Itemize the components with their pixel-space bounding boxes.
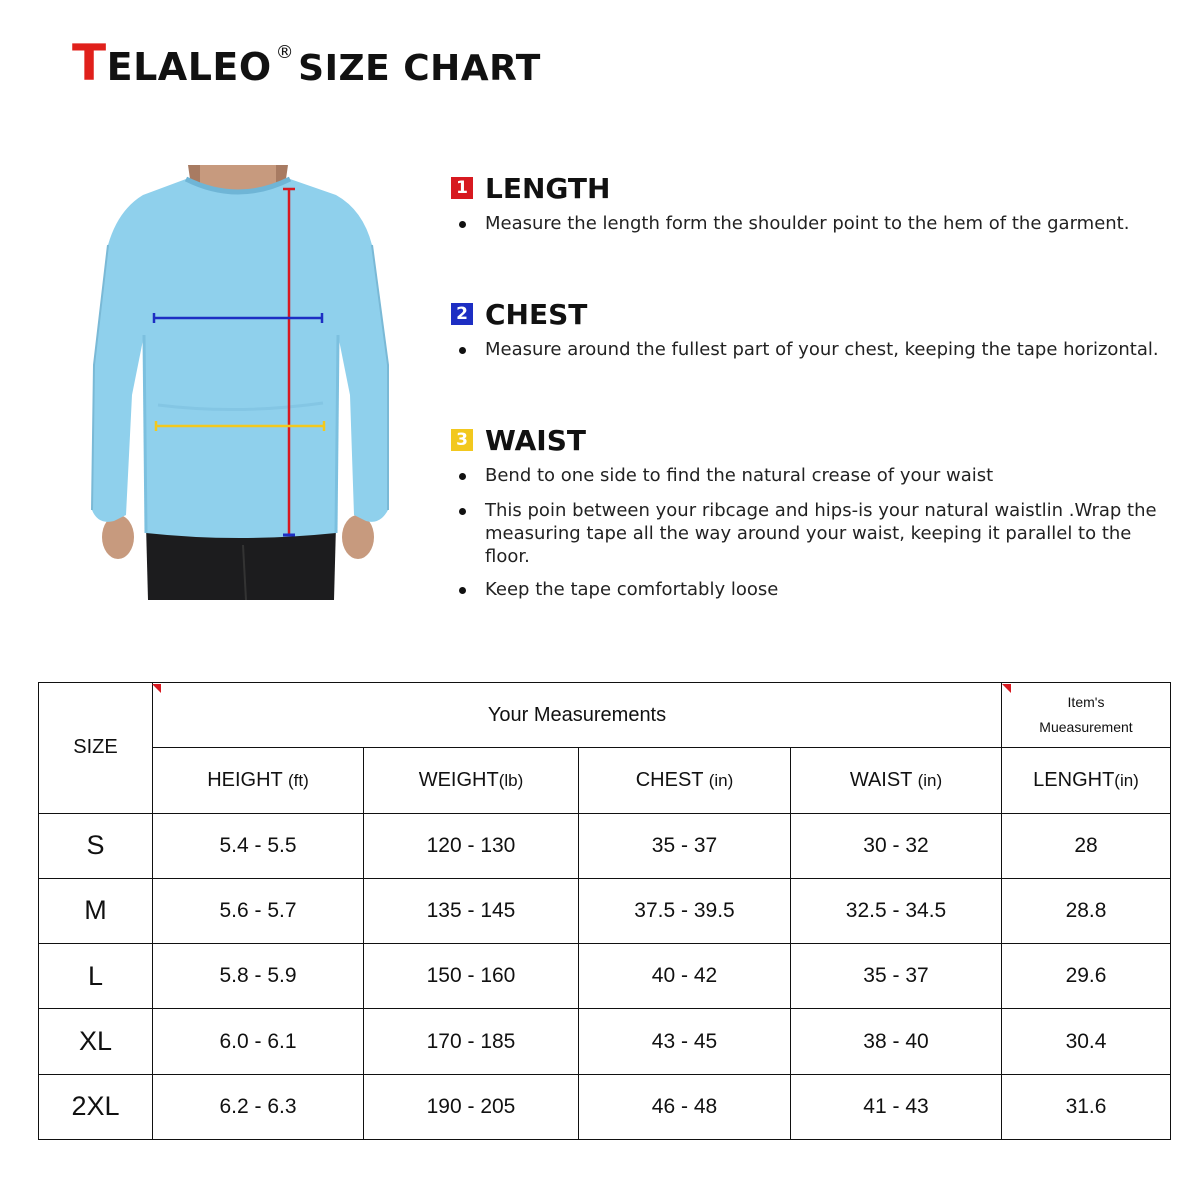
size-cell: L — [39, 944, 153, 1009]
size-cell: 2XL — [39, 1074, 153, 1139]
brand-name: ELALEO — [106, 45, 272, 89]
item-measurement-line-1: Item's — [1067, 694, 1105, 711]
size-chart-title: SIZE CHART — [298, 48, 541, 89]
weight-cell: 150 - 160 — [364, 944, 579, 1009]
chest-heading — [451, 297, 1171, 331]
length-heading — [451, 171, 1171, 205]
size-header: SIZE — [39, 683, 153, 814]
registered-mark: ® — [275, 42, 295, 63]
size-table — [38, 682, 1171, 1140]
page-title — [72, 34, 541, 92]
size-cell: XL — [39, 1009, 153, 1074]
waist-title: WAIST — [485, 423, 586, 457]
list-item: Measure the length form the shoulder point to the hem of the garment. — [451, 212, 1171, 235]
waist-cell: 30 - 32 — [791, 813, 1002, 878]
table-row — [39, 878, 1171, 943]
waist-heading — [451, 423, 1171, 457]
list-item: Keep the tape comfortably loose — [451, 578, 1171, 601]
chest-cell: 37.5 - 39.5 — [579, 878, 791, 943]
brand-first-letter: T — [72, 34, 107, 92]
waist-header: WAIST (in) — [791, 748, 1002, 813]
table-header-row — [39, 683, 1171, 748]
weight-cell: 135 - 145 — [364, 878, 579, 943]
weight-cell: 120 - 130 — [364, 813, 579, 878]
number-badge-1: 1 — [451, 177, 473, 199]
height-cell: 5.4 - 5.5 — [153, 813, 364, 878]
list-item: Bend to one side to find the natural crease of your waist — [451, 464, 1171, 487]
height-header: HEIGHT (ft) — [153, 748, 364, 813]
bullet-icon — [459, 587, 466, 594]
shirt-illustration — [88, 165, 390, 600]
table-subheader-row — [39, 748, 1171, 813]
length-header: LENGHT(in) — [1002, 748, 1171, 813]
height-cell: 5.8 - 5.9 — [153, 944, 364, 1009]
length-cell: 30.4 — [1002, 1009, 1171, 1074]
size-cell: S — [39, 813, 153, 878]
chest-cell: 35 - 37 — [579, 813, 791, 878]
chest-cell: 46 - 48 — [579, 1074, 791, 1139]
list-item: Measure around the fullest part of your chest, keeping the tape horizontal. — [451, 338, 1171, 361]
length-section — [451, 171, 1171, 235]
waist-cell: 32.5 - 34.5 — [791, 878, 1002, 943]
table-row — [39, 1009, 1171, 1074]
corner-marker-icon — [1002, 684, 1011, 693]
length-title: LENGTH — [485, 171, 611, 205]
your-measurements-header: Your Measurements — [153, 683, 1002, 748]
length-cell: 28 — [1002, 813, 1171, 878]
length-cell: 31.6 — [1002, 1074, 1171, 1139]
bullet-icon — [459, 347, 466, 354]
height-cell: 6.2 - 6.3 — [153, 1074, 364, 1139]
height-cell: 5.6 - 5.7 — [153, 878, 364, 943]
bullet-icon — [459, 508, 466, 515]
item-measurement-line-2: Mueasurement — [1039, 719, 1133, 736]
number-badge-2: 2 — [451, 303, 473, 325]
number-badge-3: 3 — [451, 429, 473, 451]
chest-section — [451, 297, 1171, 361]
bullet-icon — [459, 221, 466, 228]
waist-cell: 35 - 37 — [791, 944, 1002, 1009]
chest-cell: 43 - 45 — [579, 1009, 791, 1074]
waist-cell: 41 - 43 — [791, 1074, 1002, 1139]
bullet-icon — [459, 473, 466, 480]
chest-cell: 40 - 42 — [579, 944, 791, 1009]
length-cell: 29.6 — [1002, 944, 1171, 1009]
table-row — [39, 1074, 1171, 1139]
model-shirt-figure — [88, 165, 390, 600]
weight-header: WEIGHT(lb) — [364, 748, 579, 813]
size-cell: M — [39, 878, 153, 943]
waist-section — [451, 423, 1171, 601]
weight-cell: 190 - 205 — [364, 1074, 579, 1139]
item-measurement-header — [1002, 683, 1171, 748]
chest-title: CHEST — [485, 297, 588, 331]
height-cell: 6.0 - 6.1 — [153, 1009, 364, 1074]
list-item: This poin between your ribcage and hips-is your natural waistlin .Wrap the measuring tape all the way around your waist, keeping it parallel to the floor. — [451, 499, 1171, 568]
waist-cell: 38 - 40 — [791, 1009, 1002, 1074]
weight-cell: 170 - 185 — [364, 1009, 579, 1074]
chest-header: CHEST (in) — [579, 748, 791, 813]
table-row — [39, 944, 1171, 1009]
length-cell: 28.8 — [1002, 878, 1171, 943]
corner-marker-icon — [152, 684, 161, 693]
table-row — [39, 813, 1171, 878]
